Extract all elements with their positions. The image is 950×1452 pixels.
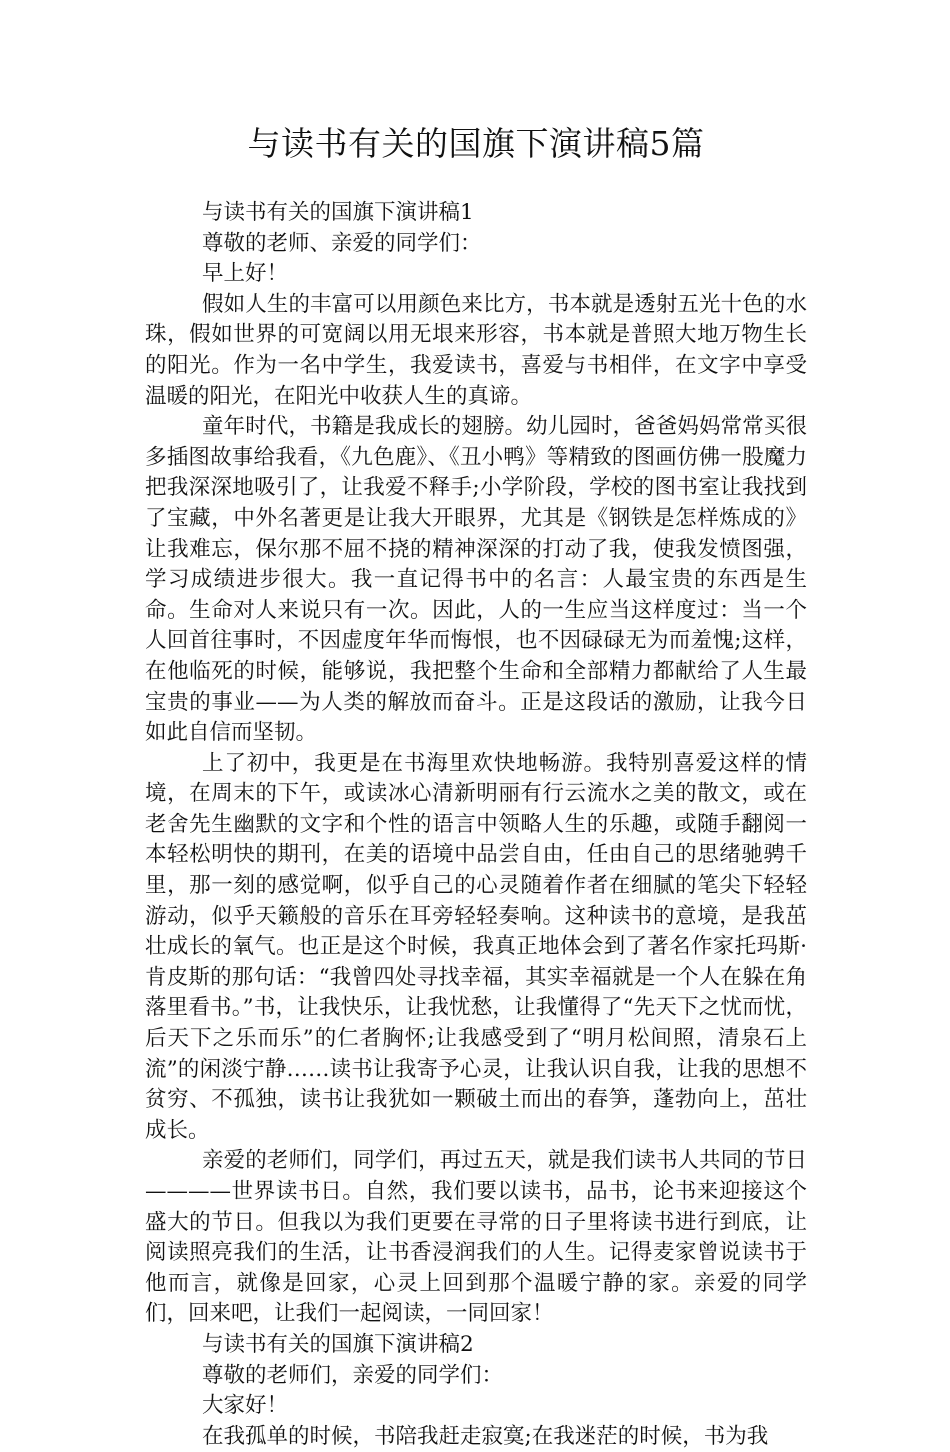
salutation: 尊敬的老师、亲爱的同学们： bbox=[202, 230, 482, 256]
document-page bbox=[145, 118, 807, 1452]
paragraph: 亲爱的老师们，同学们，再过五天，就是我们读书人共同的节日————世界读书日。自然，我们要以读书，品书，论书来迎接这个盛大的节日。但我以为我们更要在寻常的日子里将读书进行到底，让阅读照亮我们的生活，让书香浸润我们的人生。记得麦家曾说读书于他而言，就像是回家，心灵上回到那个温暖宁静的家。亲爱的同学们，回来吧，让我们一起阅读，一同回家！ bbox=[145, 1148, 807, 1327]
salutation: 尊敬的老师们，亲爱的同学们： bbox=[202, 1362, 504, 1388]
greeting: 大家好！ bbox=[202, 1393, 289, 1419]
paragraph: 假如人生的丰富可以用颜色来比方，书本就是透射五光十色的水珠，假如世界的可宽阔以用无垠来形容，书本就是普照大地万物生长的阳光。作为一名中学生，我爱读书，喜爱与书相伴，在文字中享受温暖的阳光，在阳光中收获人生的真谛。 bbox=[145, 291, 807, 409]
document-title: 与读书有关的国旗下演讲稿5篇 bbox=[247, 124, 705, 163]
paragraph: 在我孤单的时候，书陪我赶走寂寞;在我迷茫的时候，书为我 bbox=[202, 1423, 769, 1449]
paragraph: 童年时代，书籍是我成长的翅膀。幼儿园时，爸爸妈妈常常买很多插图故事给我看，《九色鹿》、《丑小鸭》等精致的图画仿佛一股魔力把我深深地吸引了，让我爱不释手;小学阶段，学校的图书室让我找到了宝藏，中外名著更是让我大开眼界，尤其是《钢铁是怎样炼成的》让我难忘，保尔那不屈不挠的精神深深的打动了我，使我发愤图强，学习成绩进步很大。我一直记得书中的名言：人最宝贵的东西是生命。生命对人来说只有一次。因此，人的一生应当这样度过：当一个人回首往事时，不因虚度年华而悔恨，也不因碌碌无为而羞愧;这样，在他临死的时候，能够说，我把整个生命和全部精力都献给了人生最宝贵的事业——为人类的解放而奋斗。正是这段话的激励，让我今日如此自信而坚韧。 bbox=[145, 414, 807, 746]
greeting: 早上好！ bbox=[202, 261, 289, 287]
paragraph: 上了初中，我更是在书海里欢快地畅游。我特别喜爱这样的情境，在周末的下午，或读冰心清新明丽有行云流水之美的散文，或在老舍先生幽默的文字和个性的语言中领略人生的乐趣，或随手翻阅一本轻松明快的期刊，在美的语境中品尝自由，任由自己的思绪驰骋千里，那一刻的感觉啊，似乎自己的心灵随着作者在细腻的笔尖下轻轻游动，似乎天籁般的音乐在耳旁轻轻奏响。这种读书的意境，是我茁壮成长的氧气。也正是这个时候，我真正地体会到了著名作家托玛斯·肯皮斯的那句话：“我曾四处寻找幸福，其实幸福就是一个人在躲在角落里看书。”书，让我快乐，让我忧愁，让我懂得了“先天下之忧而忧，后天下之乐而乐”的仁者胸怀;让我感受到了“明月松间照，清泉石上流”的闲淡宁静……读书让我寄予心灵，让我认识自我，让我的思想不贫穷、不孤独，读书让我犹如一颗破土而出的春笋，蓬勃向上，茁壮成长。 bbox=[145, 750, 807, 1143]
section-heading-2: 与读书有关的国旗下演讲稿2 bbox=[202, 1331, 474, 1357]
section-heading-1: 与读书有关的国旗下演讲稿1 bbox=[202, 200, 474, 225]
